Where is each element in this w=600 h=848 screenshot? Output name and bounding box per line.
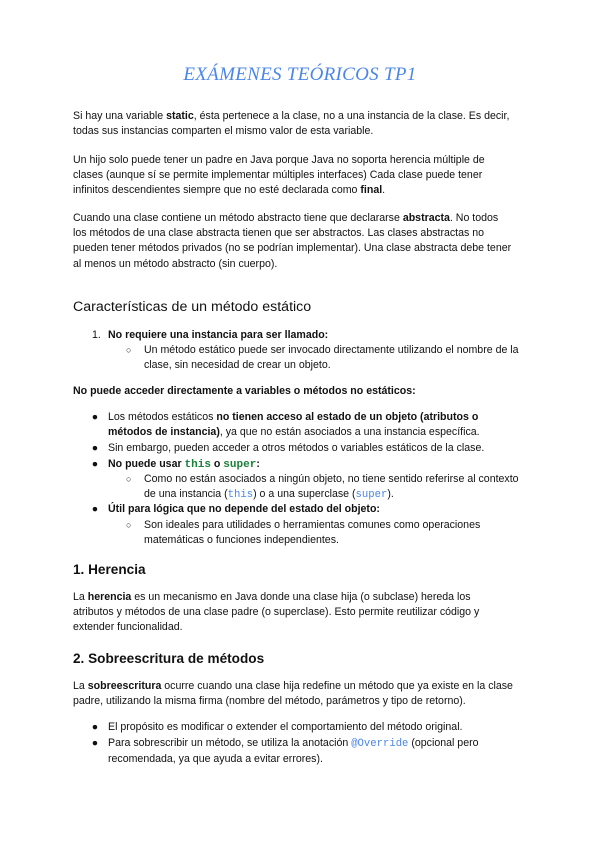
paragraph-static — [73, 109, 513, 139]
bullet-text: Útil para lógica que no depende del estado del objeto: — [108, 503, 380, 515]
bullet-text: El propósito es modificar o extender el comportamiento del método original. — [108, 721, 463, 733]
code-this: this — [184, 459, 211, 471]
hollow-bullet-icon: ○ — [126, 520, 132, 530]
paragraph-herencia — [73, 590, 513, 636]
heading-text: Características de un método estático — [73, 299, 312, 315]
list-number: 1. — [92, 329, 101, 341]
bullet-icon: ● — [91, 458, 99, 470]
bullet-icon: ● — [91, 721, 99, 733]
code-override: @Override — [351, 738, 409, 750]
bold-statement — [73, 384, 513, 399]
bold-text: No puede acceder directamente a variables o métodos no estáticos: — [73, 385, 416, 397]
paragraph-abstracta — [73, 211, 513, 272]
text: Un hijo solo puede tener un padre en Java porque Java no soporta herencia múltiple de clases (aunque sí se permite implementar múltiples interfaces) Cada clase puede tener infinitos descendientes siempre que no esté declarada como — [73, 154, 485, 197]
text: Como no están asociados a ningún objeto, no tiene sentido referirse al contexto de una instancia ( — [144, 473, 519, 501]
text: La — [73, 591, 88, 603]
bullet-icon: ● — [91, 737, 99, 749]
bullet-text — [108, 736, 518, 767]
list-item-label: No requiere una instancia para ser llamado: — [108, 329, 329, 341]
text: . No todos los métodos de una clase abstracta tienen que ser abstractos. Las clases abstractas no pueden tener métodos privados (no se podrían implementar). Una clase abstracta debe tener al menos un método abstracto (sin cuerpo). — [73, 212, 512, 270]
code-super: super — [223, 459, 257, 471]
text: Si hay una variable — [73, 110, 167, 122]
hollow-bullet-icon: ○ — [126, 474, 132, 484]
bullet-icon: ● — [91, 442, 99, 454]
text: es un mecanismo en Java donde una clase hija (o subclase) hereda los atributos y métodos de una clase padre (o superclase). Esto permite reutilizar código y extender funcionalidad. — [73, 591, 480, 634]
sub-item-text — [144, 472, 526, 503]
text: , ya que no están asociados a una instancia específica. — [219, 426, 480, 439]
paragraph-sobreescritura — [73, 679, 513, 709]
code-this: this — [227, 489, 254, 502]
heading-sobreescritura — [73, 650, 513, 668]
bold-herencia: herencia — [87, 591, 132, 603]
text: , ésta pertenece a la clase, no a una instancia de la clase. Es decir, todas sus instancias comparten el mismo valor de esta variable. — [73, 110, 510, 138]
heading-static-method — [73, 298, 513, 316]
sub-item-text: Son ideales para utilidades o herramientas comunes como operaciones matemáticas o funciones independientes. — [144, 519, 481, 547]
bullet-icon: ● — [91, 411, 99, 423]
bold-static: static — [166, 110, 194, 122]
bold-text: o — [210, 458, 224, 470]
paragraph-herencia-multiple — [73, 153, 513, 199]
heading-text: 1. Herencia — [73, 562, 146, 577]
document-title: EXÁMENES TEÓRICOS TP1 — [183, 64, 417, 85]
bullet-text — [108, 410, 518, 440]
sub-item-text: Un método estático puede ser invocado directamente utilizando el nombre de la clase, sin necesidad de crear un objeto. — [144, 344, 519, 372]
text: Cuando una clase contiene un método abstracto tiene que declararse — [73, 212, 403, 224]
text: ). — [387, 488, 394, 501]
code-super: super — [355, 489, 388, 502]
text: La — [73, 680, 88, 692]
text: ocurre cuando una clase hija redefine un método que ya existe en la clase padre, utilizando la misma firma (nombre del método, parámetros y tipo de retorno). — [73, 680, 513, 708]
text: ) o a una superclase ( — [253, 488, 356, 501]
text: (opcional pero recomendada, ya que ayuda a evitar errores). — [108, 737, 479, 766]
text: Los métodos estáticos — [108, 411, 217, 423]
bold-abstracta: abstracta — [402, 212, 450, 224]
heading-text: 2. Sobreescritura de métodos — [73, 651, 265, 666]
text: . — [382, 184, 386, 197]
text: Para sobrescribir un método, se utiliza la anotación — [108, 737, 352, 749]
bold-sobreescritura: sobreescritura — [87, 680, 162, 692]
bullet-text: Sin embargo, pueden acceder a otros métodos o variables estáticos de la clase. — [108, 442, 485, 454]
bold-final: final — [360, 184, 383, 197]
bold-text: No puede usar — [108, 458, 185, 470]
bold-text: no tienen acceso al estado de un objeto (atributos o métodos de instancia) — [108, 411, 479, 439]
bullet-text — [108, 457, 518, 473]
bold-text: : — [256, 458, 260, 470]
heading-herencia — [73, 561, 513, 579]
hollow-bullet-icon: ○ — [126, 345, 132, 355]
bullet-icon: ● — [91, 503, 99, 515]
